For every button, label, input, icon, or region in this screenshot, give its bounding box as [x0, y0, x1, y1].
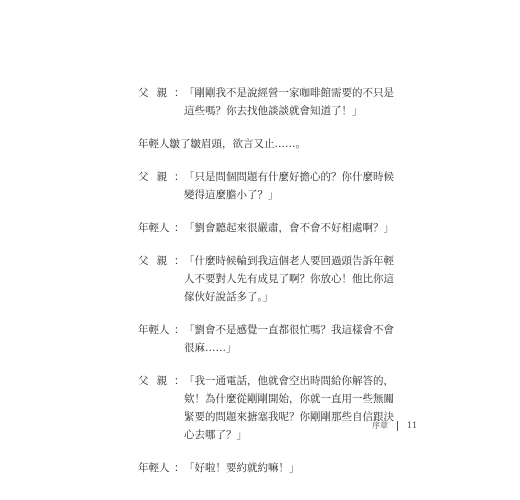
page-footer: [372, 420, 417, 431]
narration-line: 年輕人皺了皺眉頭，欲言又止……。: [138, 138, 306, 150]
dialogue-line: [138, 84, 400, 120]
dialogue-line: [138, 459, 400, 477]
spoken-text: 「劉會不是感覺一直都很忙嗎？我這樣會不會很麻……」: [184, 324, 394, 354]
speaker-name: 年輕人: [138, 462, 170, 474]
speaker-colon: ：: [174, 375, 185, 387]
spoken-text: 「劉會聽起來很嚴肅，會不會不好相處啊？」: [184, 222, 394, 234]
speaker-name: 父親: [138, 255, 175, 267]
spoken-text: 「只是問個問題有什麼好擔心的？你什麼時候變得這麼膽小了？」: [184, 171, 394, 201]
dialogue-line: [138, 372, 400, 444]
dialogue-line: [138, 168, 400, 204]
speaker-colon: ：: [174, 171, 185, 183]
speaker-name: 父親: [138, 171, 175, 183]
footer-divider: [397, 421, 398, 431]
speaker-colon: ：: [174, 255, 185, 267]
speaker-name: 年輕人: [138, 324, 170, 336]
speaker-name: 父親: [138, 375, 175, 387]
dialogue-line: [138, 219, 400, 237]
spoken-text: 「好啦！要約就約嘛！」: [184, 462, 300, 474]
speaker-colon: ：: [174, 87, 185, 99]
page-number: 11: [407, 421, 418, 430]
spoken-text: 「我一通電話，他就會空出時間給你解答的，欸！為什麼從剛剛開始，你就一直用一些無關緊要的問題來搪塞我呢？你剛剛那些自信跟決心去哪了？」: [184, 375, 394, 441]
section-title: 序章: [372, 421, 388, 430]
dialogue-line: [138, 252, 400, 306]
dialogue-line: [138, 321, 400, 357]
speaker-name: 年輕人: [138, 222, 170, 234]
spoken-text: 「什麼時候輪到我這個老人要回過頭告訴年輕人不要對人先有成見了啊？你放心！他比你這傢伙好說話多了。」: [184, 255, 394, 303]
speaker-colon: ：: [174, 222, 185, 234]
spoken-text: 「剛剛我不是說經營一家咖啡館需要的不只是這些嗎？你去找他談談就會知道了！」: [184, 87, 394, 117]
speaker-colon: ：: [174, 324, 185, 336]
dialogue-block: [138, 84, 400, 492]
speaker-name: 父親: [138, 87, 175, 99]
speaker-colon: ：: [174, 462, 185, 474]
